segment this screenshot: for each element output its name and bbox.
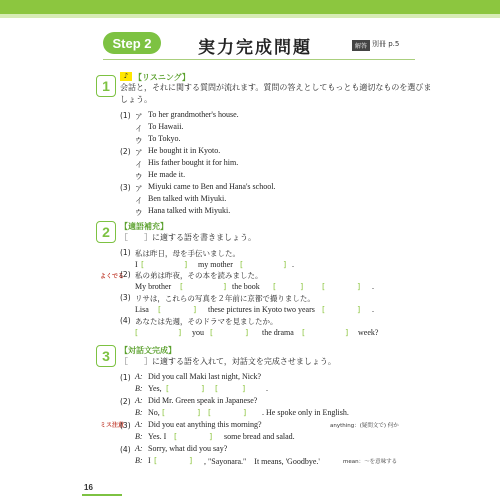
q1-1-c-text: To Tokyo. [148, 134, 181, 143]
q3-2-end: . He spoke only in English. [262, 408, 349, 417]
q3-2-b-word: No, [148, 408, 160, 417]
q3-1-blank-2[interactable]: [ ] [215, 384, 246, 393]
section-1-number: 1 [96, 75, 116, 97]
q3-3-number: (3) [120, 421, 131, 430]
answer-badge: 解答 [352, 40, 370, 51]
top-band [0, 0, 500, 14]
q1-1-b-text: To Hawaii. [148, 122, 184, 131]
q3-4-a-speaker: A: [135, 444, 143, 453]
q1-3-a-label: ア [135, 184, 143, 193]
q3-4-blank-1[interactable]: [ ] [154, 456, 193, 465]
q3-3-note: anything：(疑問文で) 何か [330, 423, 399, 429]
q2-2-word-1: My brother [135, 282, 172, 291]
q2-2-japanese: 私の弟は昨夜，その本を読みました。 [135, 271, 263, 280]
section-3-number: 3 [96, 345, 116, 367]
q2-1-blank-1[interactable]: [ ] [141, 260, 188, 269]
q3-2-a-line: Did Mr. Green speak in Japanese? [148, 396, 258, 405]
q2-3-number: (3) [120, 293, 131, 302]
q3-1-blank-1[interactable]: [ ] [166, 384, 205, 393]
q3-1-a-line: Did you call Maki last night, Nick? [148, 372, 262, 381]
q1-3-b-text: Ben talked with Miyuki. [148, 194, 227, 203]
q2-1-end: . [292, 260, 294, 269]
q2-1-blank-2[interactable]: [ ] [240, 260, 287, 269]
q2-3-blank-2[interactable]: [ ] [322, 305, 361, 314]
q3-3-b-speaker: B: [135, 432, 143, 441]
q2-3-word-1: Lisa [135, 305, 149, 314]
q1-2-a-label: ア [135, 148, 143, 157]
section-2-number: 2 [96, 221, 116, 243]
q3-4-note: mean：～を意味する [343, 459, 398, 465]
q2-1-word-1: I [135, 260, 138, 269]
q2-2-blank-1[interactable]: [ ] [180, 282, 227, 291]
q2-4-end: week? [358, 328, 379, 337]
q2-2-blank-2[interactable]: [ ] [273, 282, 304, 291]
q2-1-japanese: 私は昨日，母を手伝いました。 [135, 249, 240, 258]
section-3-tag: 【対話文完成】 [120, 346, 176, 355]
section-2-tag: 【適語補充】 [120, 222, 168, 231]
q1-3-b-label: イ [135, 196, 143, 205]
caution-label: ミス注意 [100, 422, 125, 429]
q2-4-word-1: you [192, 328, 204, 337]
frequent-label: よくでる [100, 273, 125, 280]
page-number: 16 [84, 483, 93, 492]
q3-1-a-speaker: A: [135, 372, 143, 381]
page-number-rule [82, 494, 122, 496]
q2-2-number: (2) [120, 270, 131, 279]
q2-3-word-2: these pictures in Kyoto two years [208, 305, 315, 314]
q3-4-b-speaker: B: [135, 456, 143, 465]
q2-4-number: (4) [120, 316, 131, 325]
q3-2-blank-2[interactable]: [ ] [208, 408, 247, 417]
step-badge: Step 2 [103, 32, 161, 54]
q1-3-number: (3) [120, 183, 131, 192]
q2-1-word-2: my mother [198, 260, 233, 269]
q1-2-c-text: He made it. [148, 170, 186, 179]
section-1-tag: 【リスニング】 [134, 73, 190, 82]
q2-4-word-2: the drama [262, 328, 294, 337]
section-1-instruction-2: しょう。 [120, 95, 152, 104]
q3-1-b-word: Yes, [148, 384, 162, 393]
q2-4-blank-1[interactable]: [ ] [135, 328, 182, 337]
q3-1-b-speaker: B: [135, 384, 143, 393]
q2-4-blank-2[interactable]: [ ] [210, 328, 249, 337]
q1-3-a-text: Miyuki came to Ben and Hana's school. [148, 182, 276, 191]
q3-3-a-line: Did you eat anything this morning? [148, 420, 262, 429]
q3-3-b-word: Yes. I [148, 432, 167, 441]
q3-3-a-speaker: A: [135, 420, 143, 429]
q3-1-end: . [266, 384, 268, 393]
q1-2-b-label: イ [135, 160, 143, 169]
section-3-instruction: ［ ］に適する語を入れて，対話文を完成させましょう。 [120, 357, 336, 366]
q1-1-number: (1) [120, 111, 131, 120]
title-rule [103, 59, 415, 60]
q3-4-b-word: I [148, 456, 151, 465]
q1-2-number: (2) [120, 147, 131, 156]
q2-2-end: . [372, 282, 374, 291]
page-title: 実力完成問題 [198, 38, 312, 58]
q1-1-a-text: To her grandmother's house. [148, 110, 239, 119]
q1-1-c-label: ウ [135, 136, 143, 145]
q2-2-blank-3[interactable]: [ ] [322, 282, 361, 291]
q1-3-c-text: Hana talked with Miyuki. [148, 206, 231, 215]
q2-1-number: (1) [120, 248, 131, 257]
q2-3-japanese: リサは，これらの写真を２年前に京都で撮りました。 [135, 294, 315, 303]
answer-ref: 別冊 p.5 [372, 40, 400, 48]
q1-1-b-label: イ [135, 124, 143, 133]
q3-2-number: (2) [120, 397, 131, 406]
q1-2-a-text: He bought it in Kyoto. [148, 146, 221, 155]
music-note-icon: ♪ [120, 72, 132, 81]
q1-3-c-label: ウ [135, 208, 143, 217]
q3-2-blank-1[interactable]: [ ] [162, 408, 201, 417]
q3-4-end: , "Sayonara." It means, 'Goodbye.' [204, 457, 320, 466]
q2-2-word-2: the book [232, 282, 260, 291]
q3-3-blank-1[interactable]: [ ] [174, 432, 213, 441]
q2-4-blank-3[interactable]: [ ] [302, 328, 349, 337]
q3-1-number: (1) [120, 373, 131, 382]
q2-3-blank-1[interactable]: [ ] [158, 305, 197, 314]
section-1-instruction-1: 会話と，それに関する質問が流れます。質問の答えとしてもっとも適切なものを選びま [120, 83, 432, 92]
q3-4-a-line: Sorry, what did you say? [148, 444, 228, 453]
section-2-instruction: ［ ］に適する語を書きましょう。 [120, 233, 256, 242]
q2-4-japanese: あなたは先週，そのドラマを見ましたか。 [135, 317, 278, 326]
top-band-light [0, 14, 500, 18]
q3-3-end: some bread and salad. [224, 432, 295, 441]
q1-2-c-label: ウ [135, 172, 143, 181]
q3-2-b-speaker: B: [135, 408, 143, 417]
q3-4-number: (4) [120, 445, 131, 454]
q3-2-a-speaker: A: [135, 396, 143, 405]
q2-3-end: . [372, 305, 374, 314]
q1-1-a-label: ア [135, 112, 143, 121]
q1-2-b-text: His father bought it for him. [148, 158, 239, 167]
